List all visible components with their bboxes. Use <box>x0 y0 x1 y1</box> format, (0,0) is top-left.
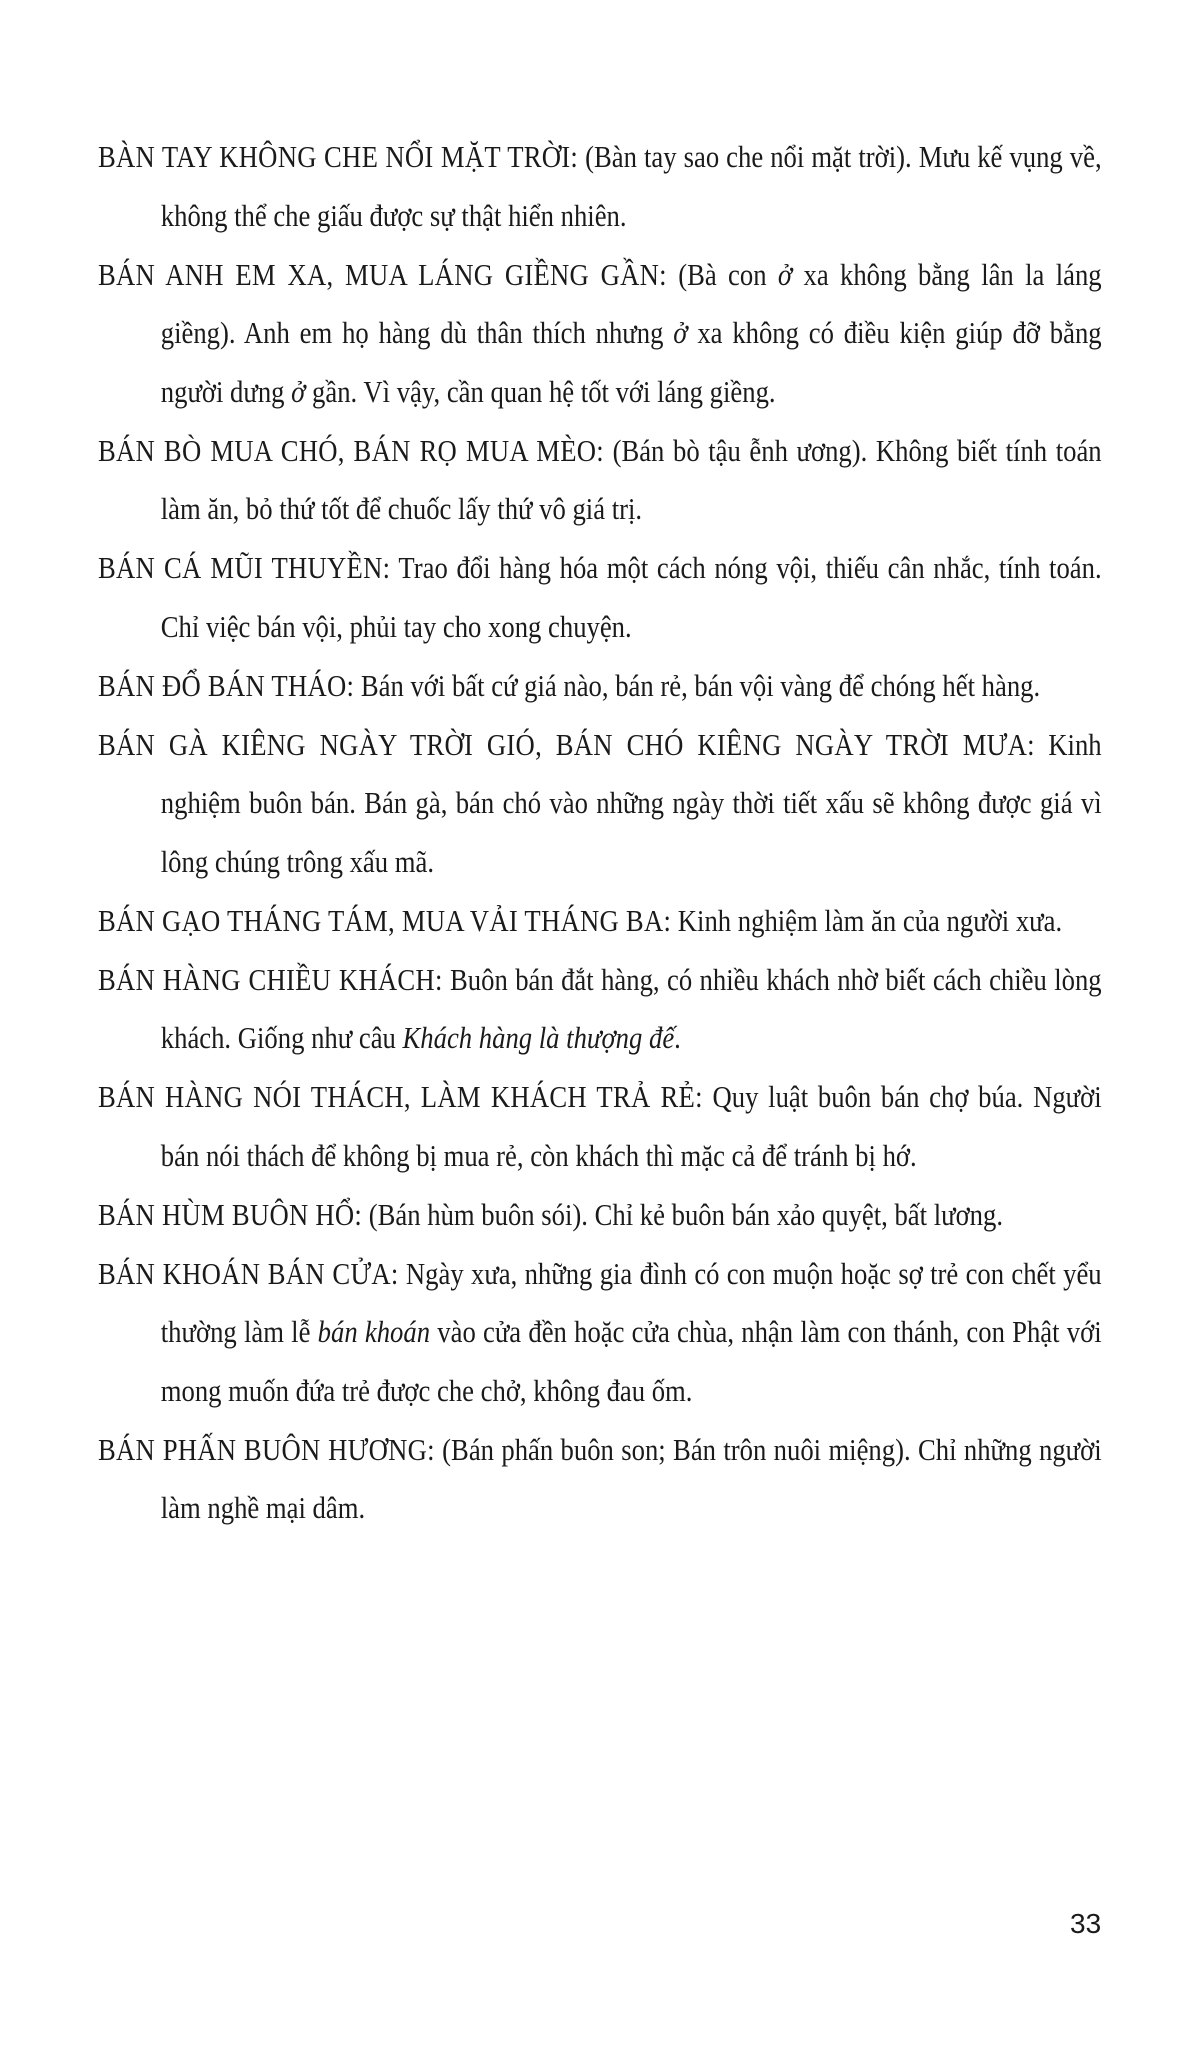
entry-ban-hang-noi-thach <box>98 1068 1102 1185</box>
headword: BÁN PHẤN BUÔN HƯƠNG: <box>98 1431 435 1467</box>
headword: BÁN HÙM BUÔN HỔ: <box>98 1196 363 1232</box>
definition: (Bà con <box>666 256 778 292</box>
entry-ban-do-ban-thao <box>98 657 1102 716</box>
headword: BÁN GẠO THÁNG TÁM, MUA VẢI THÁNG BA: <box>98 902 672 938</box>
definition: Buôn bán đắt hàng, có nhiều khách nhờ biết cách chiều lòng khách. Giống như câu <box>160 961 1102 1055</box>
definition: vào cửa đền hoặc cửa chùa, nhận làm con thánh, con Phật với mong muốn đứa trẻ được che chở, không đau ốm. <box>160 1314 1102 1408</box>
entry-ban-hum-buon-ho <box>98 1186 1102 1245</box>
entry-ban-ca-mui-thuyen <box>98 539 1102 656</box>
definition-italic: Khách hàng là thượng đế <box>402 1020 675 1055</box>
headword: BÁN KHOÁN BÁN CỬA: <box>98 1255 399 1291</box>
definition-italic: ở <box>673 315 688 350</box>
definition: (Bán hùm buôn sói). Chỉ kẻ buôn bán xảo quyệt, bất lương. <box>362 1196 1004 1232</box>
definition: gần. Vì vậy, cần quan hệ tốt với láng giềng. <box>305 373 776 409</box>
entry-ban-khoan-ban-cua <box>98 1245 1102 1421</box>
headword: BÁN BÒ MUA CHÓ, BÁN RỌ MUA MÈO: <box>98 432 604 468</box>
headword: BÁN CÁ MŨI THUYỀN: <box>98 550 391 585</box>
definition: . <box>674 1020 681 1055</box>
definition: (Bán bò tậu ễnh ương). Không biết tính toán làm ăn, bỏ thứ tốt để chuốc lấy thứ vô giá trị. <box>160 432 1102 526</box>
definition: xa không bằng lân la láng giềng). Anh em họ hàng dù thân thích nhưng <box>160 256 1102 350</box>
definition: (Bán phấn buôn son; Bán trôn nuôi miệng). Chỉ những người làm nghề mại dâm. <box>160 1431 1102 1525</box>
entry-ban-phan-buon-huong <box>98 1421 1102 1538</box>
definition-italic: ở <box>777 256 793 292</box>
definition: Bán với bất cứ giá nào, bán rẻ, bán vội vàng để chóng hết hàng. <box>354 667 1041 703</box>
entry-ban-anh-em-xa <box>98 246 1102 422</box>
entry-ban-hang-chieu-khach <box>98 951 1102 1068</box>
entry-ban-ga-kieng-ngay <box>98 716 1102 892</box>
headword: BÀN TAY KHÔNG CHE NỔI MẶT TRỜI: <box>98 139 579 174</box>
definition: Kinh nghiệm làm ăn của người xưa. <box>671 902 1063 938</box>
headword: BÁN ĐỔ BÁN THÁO: <box>98 667 355 703</box>
entry-ban-bo-mua-cho <box>98 422 1102 539</box>
definition-italic: bán khoán <box>317 1314 431 1349</box>
definition: Ngày xưa, những gia đình có con muộn hoặc sợ trẻ con chết yểu thường làm lễ <box>160 1255 1102 1349</box>
headword: BÁN HÀNG CHIỀU KHÁCH: <box>98 961 443 997</box>
definition: xa không có điều kiện giúp đỡ bằng người dưng <box>160 315 1102 409</box>
headword: BÁN HÀNG NÓI THÁCH, LÀM KHÁCH TRẢ RẺ: <box>98 1079 703 1114</box>
headword: BÁN ANH EM XA, MUA LÁNG GIỀNG GẦN: <box>98 256 667 292</box>
page-number: 33 <box>1070 1908 1102 1939</box>
definition: Quy luật buôn bán chợ búa. Người bán nói thách để không bị mua rẻ, còn khách thì mặc cả để tránh bị hớ. <box>160 1079 1102 1173</box>
definition: (Bàn tay sao che nổi mặt trời). Mưu kế vụng về, không thể che giấu được sự thật hiển nhiên. <box>160 139 1102 233</box>
dictionary-page <box>98 128 1102 1538</box>
entry-ban-gao-thang-tam <box>98 892 1102 951</box>
definition-italic: ở <box>291 373 306 409</box>
definition: Trao đổi hàng hóa một cách nóng vội, thiếu cân nhắc, tính toán. Chỉ việc bán vội, phủi tay cho xong chuyện. <box>160 550 1102 644</box>
headword: BÁN GÀ KIÊNG NGÀY TRỜI GIÓ, BÁN CHÓ KIÊNG NGÀY TRỜI MƯA: <box>98 726 1035 762</box>
definition: Kinh nghiệm buôn bán. Bán gà, bán chó vào những ngày thời tiết xấu sẽ không được giá vì lông chúng trông xấu mã. <box>160 726 1102 879</box>
entry-ban-tay <box>98 128 1102 245</box>
